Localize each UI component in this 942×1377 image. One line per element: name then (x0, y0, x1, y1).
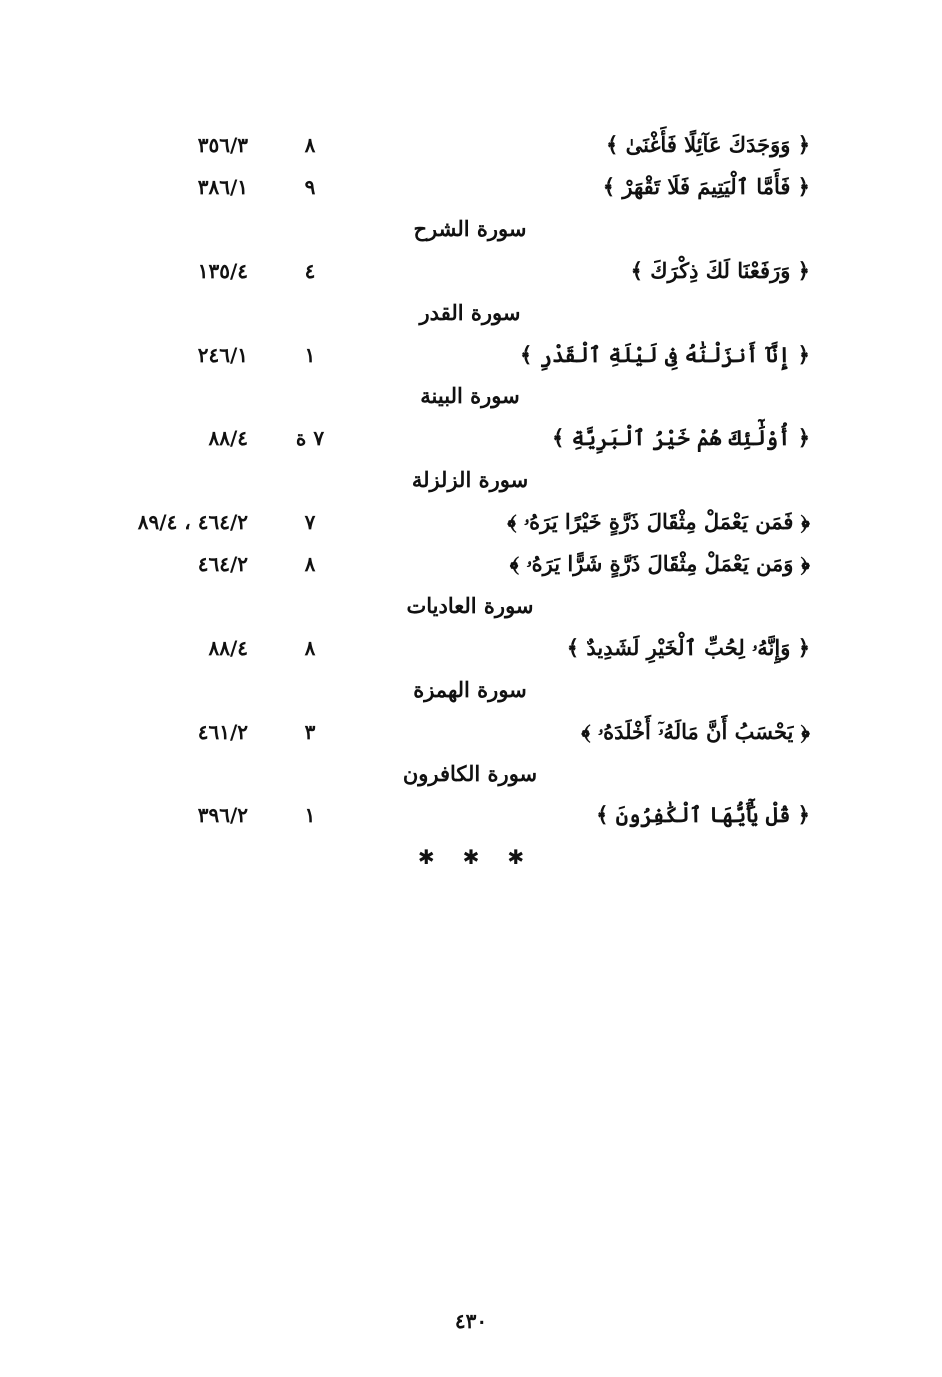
volume-page-reference: ٨٨/٤ (208, 636, 248, 660)
surah-heading: سورة العاديات (406, 593, 534, 618)
separator-star-icon: ✱ (462, 845, 480, 869)
verse-text: ﴿ إِنَّآ أَنزَلْنَٰهُ فِى لَيْلَةِ ٱلْقَدْرِ ﴾ (520, 342, 810, 367)
separator-star-icon: ✱ (507, 845, 525, 869)
surah-heading: سورة الكافرون (402, 761, 538, 786)
volume-page-reference: ١٣٥/٤ (197, 259, 248, 283)
ayah-number: ٨ (304, 552, 316, 576)
verse-entry-row (0, 334, 942, 376)
separator-star-icon: ✱ (417, 845, 435, 869)
verse-text: ﴿ وَمَن يَعْمَلْ مِثْقَالَ ذَرَّةٍ شَرًّا يَرَهُۥ ﴾ (509, 551, 810, 576)
volume-page-reference: ٣٩٦/٢ (197, 803, 248, 827)
surah-heading: سورة القدر (419, 300, 521, 325)
ayah-number: ١ (304, 343, 316, 367)
surah-heading: سورة البينة (420, 383, 520, 408)
verse-text: ﴿ يَحْسَبُ أَنَّ مَالَهُۥٓ أَخْلَدَهُۥ ﴾ (581, 719, 810, 744)
verse-entry-row (0, 124, 942, 166)
ayah-number: ٧ ة (295, 426, 325, 450)
ayah-number: ٧ (304, 510, 316, 534)
ayah-number: ١ (304, 803, 316, 827)
verse-text: ﴿ وَإِنَّهُۥ لِحُبِّ ٱلْخَيْرِ لَشَدِيدٌ ﴾ (566, 635, 810, 660)
ayah-number: ٩ (304, 175, 316, 199)
page-number: ٤٣٠ (454, 1309, 488, 1333)
verse-text: ﴿ فَمَن يَعْمَلْ مِثْقَالَ ذَرَّةٍ خَيْرًا يَرَهُۥ ﴾ (507, 509, 810, 534)
surah-heading: سورة الهمزة (413, 677, 527, 702)
ayah-number: ٨ (304, 636, 316, 660)
verse-entry-row (0, 166, 942, 208)
surah-heading: سورة الشرح (413, 216, 527, 241)
ayah-number: ٤ (304, 259, 316, 283)
verse-text: ﴿ فَأَمَّا ٱلْيَتِيمَ فَلَا تَقْهَرْ ﴾ (602, 174, 810, 199)
volume-page-reference: ٤٦٤/٢ (197, 552, 248, 576)
volume-page-reference: ٤٦١/٢ (197, 720, 248, 744)
surah-heading: سورة الزلزلة (411, 467, 529, 492)
ayah-number: ٣ (304, 720, 316, 744)
verse-entry-row (0, 711, 942, 753)
volume-page-reference: ٣٨٦/١ (197, 175, 248, 199)
verse-entry-row (0, 543, 942, 585)
volume-page-reference: ٨٨/٤ (208, 426, 248, 450)
ayah-number: ٨ (304, 133, 316, 157)
verse-entry-row (0, 417, 942, 459)
volume-page-reference: ٤٦٤/٢ ، ٨٩/٤ (137, 510, 248, 534)
verse-entry-row (0, 501, 942, 543)
verse-text: ﴿ أُوْلَٰٓئِكَ هُمْ خَيْرُ ٱلْبَرِيَّةِ ﴾ (551, 425, 810, 450)
volume-page-reference: ٣٥٦/٣ (197, 133, 248, 157)
volume-page-reference: ٢٤٦/١ (197, 343, 248, 367)
verse-entry-row (0, 627, 942, 669)
verse-text: ﴿ وَرَفَعْنَا لَكَ ذِكْرَكَ ﴾ (630, 258, 810, 283)
verse-entry-row (0, 250, 942, 292)
verse-text: ﴿ وَوَجَدَكَ عَآئِلًا فَأَغْنَىٰ ﴾ (605, 132, 810, 157)
verse-entry-row (0, 794, 942, 836)
verse-text: ﴿ قُلْ يَٰٓأَيُّهَا ٱلْكَٰفِرُونَ ﴾ (596, 802, 810, 827)
section-separator (371, 842, 571, 872)
